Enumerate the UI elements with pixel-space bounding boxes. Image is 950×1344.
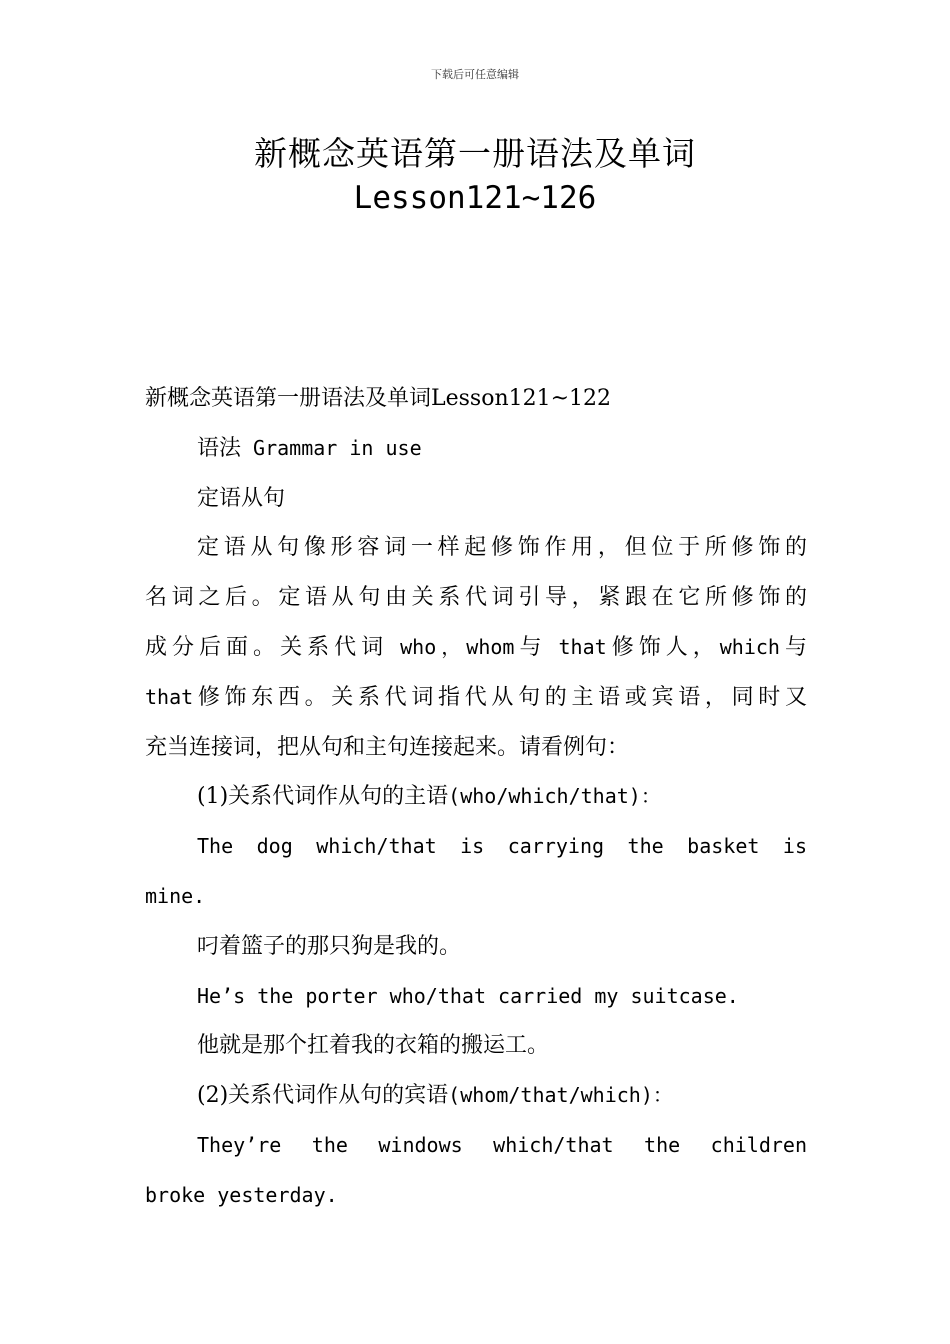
- text-run: 与: [779, 634, 807, 660]
- grammar-heading-en: Grammar in use: [241, 435, 422, 460]
- text-run: (2)关系代词作从句的宾语: [197, 1083, 449, 1109]
- paragraph-line: 充当连接词，把从句和主句连接起来。请看例句：: [145, 734, 630, 760]
- text-run: (who/which/that)：: [448, 784, 661, 809]
- grammar-heading: [145, 424, 807, 474]
- document-body: [145, 374, 807, 1221]
- paragraph-line: [145, 673, 807, 723]
- text-run: who，whom: [400, 634, 515, 659]
- text-run: 修饰东西。关系代词指代从句的主语或宾语，同时又: [193, 684, 807, 710]
- example-cn: 叼着篮子的那只狗是我的。: [197, 933, 462, 959]
- text-run: that: [558, 634, 607, 659]
- subtitle: 新概念英语第一册语法及单词Lesson121~122: [145, 386, 612, 411]
- paragraph-line: [145, 623, 807, 673]
- example-en: He’s the porter who/that carried my suitcase.: [197, 983, 739, 1008]
- document-title-lesson: Lesson121~126: [353, 180, 597, 216]
- example-en: broke yesterday.: [145, 1182, 338, 1207]
- text-run: (1)关系代词作从句的主语: [197, 784, 449, 810]
- paragraph-line: 名词之后。定语从句由关系代词引导，紧跟在它所修饰的: [145, 585, 807, 611]
- example-en: The dog which/that is carrying the basket is: [197, 834, 807, 859]
- text-run: which: [719, 634, 780, 659]
- text-run: 与: [514, 634, 559, 660]
- text-run: (whom/that/which)：: [448, 1083, 673, 1108]
- case1-heading: [145, 772, 807, 822]
- text-run: that: [145, 684, 194, 709]
- text-run: 成分后面。关系代词: [145, 634, 401, 660]
- paragraph-line: 定语从句像形容词一样起修饰作用，但位于所修饰的: [197, 535, 807, 561]
- header-note: 下载后可任意编辑: [431, 68, 519, 81]
- example-cn: 他就是那个扛着我的衣箱的搬运工。: [197, 1033, 550, 1059]
- document-title: 新概念英语第一册语法及单词: [254, 134, 696, 173]
- section-heading: 定语从句: [197, 485, 286, 511]
- case2-heading: [145, 1071, 807, 1121]
- text-run: 修饰人，: [606, 634, 720, 660]
- example-en: mine.: [145, 883, 206, 908]
- grammar-heading-cn: 语法: [197, 435, 242, 461]
- example-en: They’re the windows which/that the children: [197, 1132, 807, 1157]
